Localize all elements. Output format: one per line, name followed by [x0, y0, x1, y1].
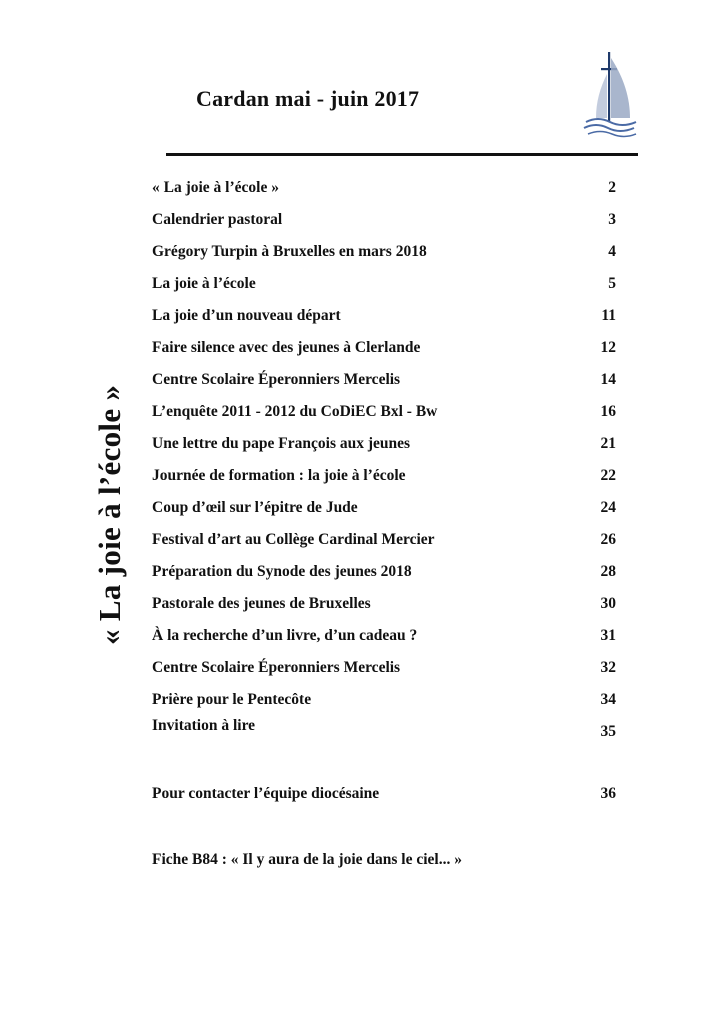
toc-entry [152, 717, 616, 739]
toc-entry [152, 467, 616, 489]
toc-entry-title: Invitation à lire [152, 717, 256, 734]
toc-entry [152, 531, 616, 553]
toc-entry-page: 5 [608, 275, 616, 292]
toc-entry-page: 16 [600, 403, 616, 420]
toc-entry-title: Coup d’œil sur l’épitre de Jude [152, 499, 358, 516]
toc-entry [152, 627, 616, 649]
toc-entry-page: 21 [600, 435, 616, 452]
toc-entry-page: 28 [600, 563, 616, 580]
toc-entry-title: Centre Scolaire Éperonniers Mercelis [152, 371, 401, 388]
toc-entry-title: Pour contacter l’équipe diocésaine [152, 785, 380, 802]
toc-entry-title: La joie à l’école [152, 275, 256, 292]
toc-entry-page: 24 [600, 499, 616, 516]
toc-entry [152, 211, 616, 233]
toc-entry-title: Grégory Turpin à Bruxelles en mars 2018 [152, 243, 427, 260]
toc-entry-page: 4 [608, 243, 616, 260]
footer-note: Fiche B84 : « Il y aura de la joie dans le ciel... » [152, 851, 462, 868]
toc-entry-title: Prière pour le Pentecôte [152, 691, 312, 708]
toc-entry-page: 11 [601, 307, 616, 324]
toc-entry-page: 14 [600, 371, 616, 388]
toc-entry-title: La joie d’un nouveau départ [152, 307, 341, 324]
toc-entry-page: 32 [600, 659, 616, 676]
toc-entry-page: 34 [600, 691, 616, 708]
toc-entry-title: À la recherche d’un livre, d’un cadeau ? [152, 627, 418, 644]
toc-entry [152, 403, 616, 425]
sailboat-cross-icon [580, 48, 640, 138]
toc-entry-page: 30 [600, 595, 616, 612]
toc-entry-title: Faire silence avec des jeunes à Clerlande [152, 339, 421, 356]
toc-entry-page: 3 [608, 211, 616, 228]
toc-entry [152, 563, 616, 585]
toc-entry-title: L’enquête 2011 - 2012 du CoDiEC Bxl - Bw [152, 403, 438, 420]
toc-entry [152, 659, 616, 681]
toc-entry-title: Journée de formation : la joie à l’école [152, 467, 406, 484]
toc-entry-page: 36 [600, 785, 616, 802]
toc-entry-title: Une lettre du pape François aux jeunes [152, 435, 411, 452]
toc-entry [152, 243, 616, 265]
toc-entry-title: Pastorale des jeunes de Bruxelles [152, 595, 371, 612]
toc-entry-title: « La joie à l’école » [152, 179, 279, 196]
toc-entry-page: 31 [600, 627, 616, 644]
title-divider [166, 153, 638, 156]
toc-entry [152, 435, 616, 457]
side-title: « La joie à l’école » [92, 384, 127, 645]
toc-entry [152, 499, 616, 521]
toc-entry [152, 785, 616, 807]
toc-entry [152, 307, 616, 329]
toc-entry-page: 12 [600, 339, 616, 356]
toc-entry-title: Centre Scolaire Éperonniers Mercelis [152, 659, 401, 676]
toc-entry-page: 2 [608, 179, 616, 196]
toc-entry-page: 35 [600, 723, 616, 740]
toc-entry-title: Festival d’art au Collège Cardinal Mercier [152, 531, 435, 548]
toc-entry [152, 371, 616, 393]
toc-entry [152, 691, 616, 713]
toc-entry-page: 22 [600, 467, 616, 484]
toc-entry [152, 339, 616, 361]
page-title: Cardan mai - juin 2017 [196, 86, 420, 111]
toc-entry-title: Calendrier pastoral [152, 211, 283, 228]
toc-entry [152, 275, 616, 297]
toc-entry-title: Préparation du Synode des jeunes 2018 [152, 563, 412, 580]
toc-entry [152, 179, 616, 201]
toc-entry-page: 26 [600, 531, 616, 548]
toc-entry [152, 595, 616, 617]
